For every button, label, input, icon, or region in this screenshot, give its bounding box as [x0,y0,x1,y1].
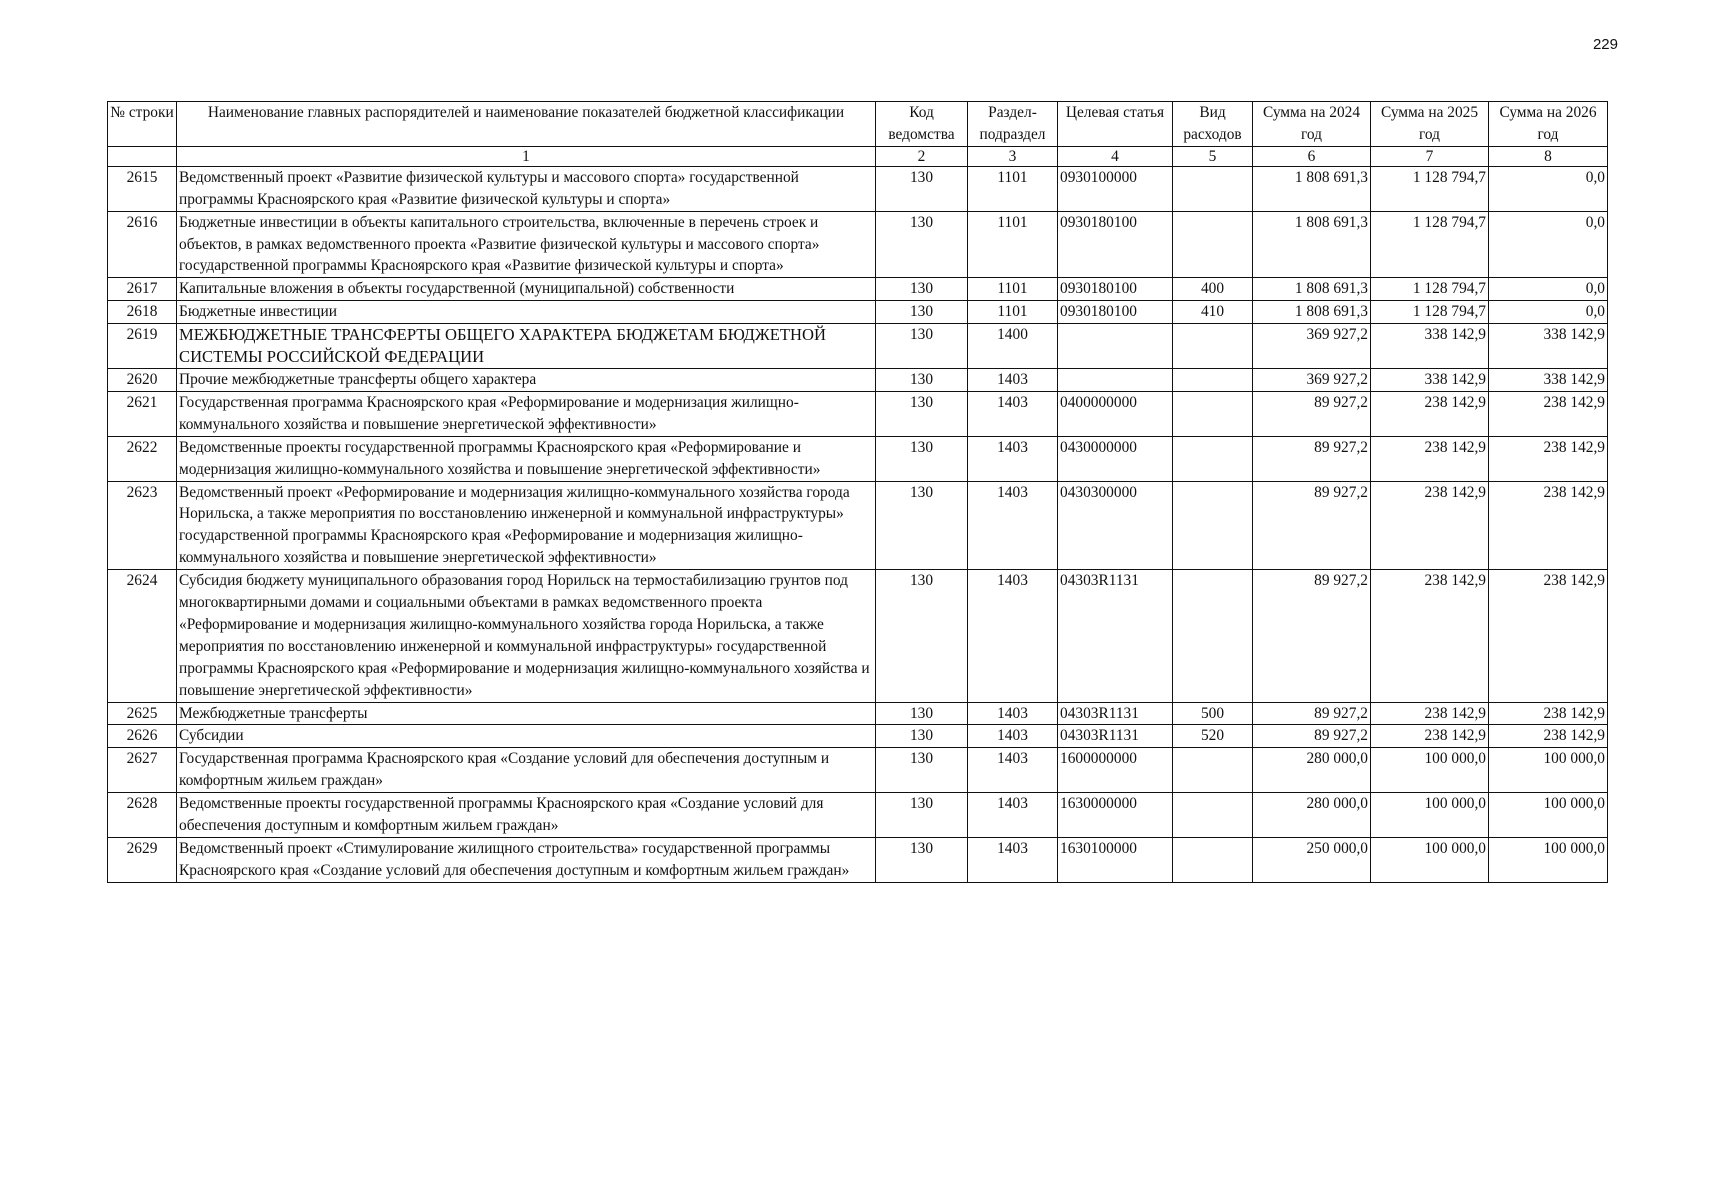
sum-2026-cell: 100 000,0 [1489,838,1608,883]
name-cell: МЕЖБЮДЖЕТНЫЕ ТРАНСФЕРТЫ ОБЩЕГО ХАРАКТЕРА БЮДЖЕТАМ БЮДЖЕТНОЙ СИСТЕМЫ РОССИЙСКОЙ ФЕДЕРАЦИИ [177,324,876,369]
sum-2025-cell: 1 128 794,7 [1371,278,1489,301]
sum-2026-cell: 100 000,0 [1489,793,1608,838]
row-number-cell: 2620 [108,368,177,391]
department-code-cell: 130 [876,725,968,748]
header-cell: Сумма на 2026 год [1489,102,1608,147]
sum-2026-cell: 238 142,9 [1489,391,1608,436]
sum-2026-cell: 0,0 [1489,278,1608,301]
department-code-cell: 130 [876,702,968,725]
sum-2025-cell: 238 142,9 [1371,391,1489,436]
sum-2026-cell: 238 142,9 [1489,702,1608,725]
department-code-cell: 130 [876,793,968,838]
section-cell: 1403 [968,368,1058,391]
section-cell: 1101 [968,166,1058,211]
department-code-cell: 130 [876,436,968,481]
section-cell: 1403 [968,838,1058,883]
department-code-cell: 130 [876,838,968,883]
department-code-cell: 130 [876,211,968,278]
sum-2026-cell: 238 142,9 [1489,436,1608,481]
sum-2025-cell: 238 142,9 [1371,725,1489,748]
sum-2025-cell: 100 000,0 [1371,748,1489,793]
expense-type-cell [1173,391,1253,436]
sum-2025-cell: 238 142,9 [1371,481,1489,570]
sum-2024-cell: 89 927,2 [1253,481,1371,570]
sum-2024-cell: 280 000,0 [1253,793,1371,838]
expense-type-cell [1173,211,1253,278]
department-code-cell: 130 [876,166,968,211]
sum-2026-cell: 0,0 [1489,211,1608,278]
name-cell: Государственная программа Красноярского края «Реформирование и модернизация жилищно-коммунального хозяйства и повышение энергетической эффективности» [177,391,876,436]
section-cell: 1403 [968,702,1058,725]
target-article-cell: 0400000000 [1058,391,1173,436]
row-number-cell: 2629 [108,838,177,883]
sum-2024-cell: 89 927,2 [1253,570,1371,702]
name-cell: Ведомственный проект «Стимулирование жилищного строительства» государственной программы Красноярского края «Создание условий для обеспечения доступным и комфортным жильем граждан» [177,838,876,883]
department-code-cell: 130 [876,278,968,301]
row-number-cell: 2627 [108,748,177,793]
sum-2025-cell: 1 128 794,7 [1371,166,1489,211]
table-body [108,166,1608,882]
target-article-cell [1058,324,1173,369]
header-cell: Код ведомства [876,102,968,147]
sum-2024-cell: 369 927,2 [1253,368,1371,391]
header-cell: Вид расходов [1173,102,1253,147]
sum-2025-cell: 238 142,9 [1371,436,1489,481]
row-number-cell: 2615 [108,166,177,211]
sum-2025-cell: 1 128 794,7 [1371,211,1489,278]
expense-type-cell [1173,166,1253,211]
expense-type-cell [1173,324,1253,369]
table-row [108,166,1608,211]
column-number-cell: 7 [1371,146,1489,166]
sum-2024-cell: 1 808 691,3 [1253,166,1371,211]
column-number-cell: 8 [1489,146,1608,166]
sum-2025-cell: 100 000,0 [1371,838,1489,883]
expense-type-cell [1173,368,1253,391]
name-cell: Ведомственный проект «Развитие физической культуры и массового спорта» государственной программы Красноярского края «Развитие физической культуры и спорта» [177,166,876,211]
sum-2025-cell: 100 000,0 [1371,793,1489,838]
section-cell: 1403 [968,725,1058,748]
section-cell: 1403 [968,748,1058,793]
name-cell: Государственная программа Красноярского края «Создание условий для обеспечения доступным и комфортным жильем граждан» [177,748,876,793]
target-article-cell: 04303R1131 [1058,725,1173,748]
expense-type-cell [1173,838,1253,883]
target-article-cell: 0930180100 [1058,301,1173,324]
table-row [108,793,1608,838]
column-number-cell: 2 [876,146,968,166]
target-article-cell: 0430000000 [1058,436,1173,481]
expense-type-cell [1173,570,1253,702]
expense-type-cell [1173,436,1253,481]
row-number-cell: 2618 [108,301,177,324]
section-cell: 1403 [968,570,1058,702]
table-row [108,838,1608,883]
sum-2026-cell: 238 142,9 [1489,481,1608,570]
sum-2024-cell: 89 927,2 [1253,725,1371,748]
header-cell: Сумма на 2025 год [1371,102,1489,147]
sum-2024-cell: 1 808 691,3 [1253,211,1371,278]
row-number-cell: 2626 [108,725,177,748]
expense-type-cell: 400 [1173,278,1253,301]
sum-2025-cell: 238 142,9 [1371,702,1489,725]
table-row [108,211,1608,278]
name-cell: Бюджетные инвестиции в объекты капитального строительства, включенные в перечень строек и объектов, в рамках ведомственного проекта «Развитие физической культуры и массового спорта» государственной программы Красноярского края «Развитие физической культуры и спорта» [177,211,876,278]
target-article-cell: 0430300000 [1058,481,1173,570]
row-number-cell: 2624 [108,570,177,702]
row-number-cell: 2622 [108,436,177,481]
sum-2026-cell: 238 142,9 [1489,725,1608,748]
header-cell: Целевая статья [1058,102,1173,147]
sum-2025-cell: 1 128 794,7 [1371,301,1489,324]
expense-type-cell: 410 [1173,301,1253,324]
sum-2024-cell: 280 000,0 [1253,748,1371,793]
name-cell: Ведомственный проект «Реформирование и модернизация жилищно-коммунального хозяйства города Норильска, а также мероприятия по восстановлению инженерной и коммунальной инфраструктуры» государственной программы Красноярского края «Реформирование и модернизация жилищно-коммунального хозяйства и повышение энергетической эффективности» [177,481,876,570]
column-number-cell: 3 [968,146,1058,166]
row-number-cell: 2628 [108,793,177,838]
sum-2026-cell: 238 142,9 [1489,570,1608,702]
target-article-cell: 0930180100 [1058,278,1173,301]
section-cell: 1403 [968,793,1058,838]
sum-2026-cell: 0,0 [1489,166,1608,211]
target-article-cell [1058,368,1173,391]
budget-table [107,101,1608,883]
sum-2025-cell: 338 142,9 [1371,324,1489,369]
section-cell: 1101 [968,211,1058,278]
header-cell: Раздел-подраздел [968,102,1058,147]
expense-type-cell: 500 [1173,702,1253,725]
expense-type-cell [1173,748,1253,793]
sum-2025-cell: 338 142,9 [1371,368,1489,391]
column-number-cell: 6 [1253,146,1371,166]
column-number-cell: 5 [1173,146,1253,166]
target-article-cell: 0930180100 [1058,211,1173,278]
column-number-row [108,146,1608,166]
department-code-cell: 130 [876,391,968,436]
sum-2026-cell: 100 000,0 [1489,748,1608,793]
table-row [108,324,1608,369]
table-row [108,702,1608,725]
sum-2026-cell: 338 142,9 [1489,324,1608,369]
sum-2024-cell: 369 927,2 [1253,324,1371,369]
name-cell: Межбюджетные трансферты [177,702,876,725]
header-row [108,102,1608,147]
sum-2024-cell: 89 927,2 [1253,436,1371,481]
target-article-cell: 04303R1131 [1058,702,1173,725]
expense-type-cell: 520 [1173,725,1253,748]
sum-2026-cell: 338 142,9 [1489,368,1608,391]
row-number-cell: 2619 [108,324,177,369]
table-row [108,748,1608,793]
target-article-cell: 0930100000 [1058,166,1173,211]
expense-type-cell [1173,481,1253,570]
target-article-cell: 04303R1131 [1058,570,1173,702]
name-cell: Бюджетные инвестиции [177,301,876,324]
department-code-cell: 130 [876,481,968,570]
column-number-cell: 1 [177,146,876,166]
header-cell: Наименование главных распорядителей и наименование показателей бюджетной классификации [177,102,876,147]
row-number-cell: 2616 [108,211,177,278]
section-cell: 1403 [968,391,1058,436]
row-number-cell: 2625 [108,702,177,725]
section-cell: 1403 [968,481,1058,570]
table-row [108,368,1608,391]
department-code-cell: 130 [876,570,968,702]
sum-2024-cell: 250 000,0 [1253,838,1371,883]
column-number-cell [108,146,177,166]
department-code-cell: 130 [876,324,968,369]
column-number-cell: 4 [1058,146,1173,166]
department-code-cell: 130 [876,748,968,793]
section-cell: 1403 [968,436,1058,481]
sum-2025-cell: 238 142,9 [1371,570,1489,702]
name-cell: Субсидия бюджету муниципального образования город Норильск на термостабилизацию грунтов под многоквартирными домами и социальными объектами в рамках ведомственного проекта «Реформирование и модернизация жилищно-коммунального хозяйства города Норильска, а также мероприятия по восстановлению инженерной и коммунальной инфраструктуры» государственной программы Красноярского края «Реформирование и модернизация жилищно-коммунального хозяйства и повышение энергетической эффективности» [177,570,876,702]
table-row [108,301,1608,324]
section-cell: 1400 [968,324,1058,369]
target-article-cell: 1600000000 [1058,748,1173,793]
name-cell: Прочие межбюджетные трансферты общего характера [177,368,876,391]
row-number-cell: 2621 [108,391,177,436]
expense-type-cell [1173,793,1253,838]
sum-2024-cell: 89 927,2 [1253,391,1371,436]
page-number: 229 [1592,36,1618,53]
sum-2024-cell: 89 927,2 [1253,702,1371,725]
department-code-cell: 130 [876,301,968,324]
table-row [108,725,1608,748]
name-cell: Субсидии [177,725,876,748]
table-row [108,481,1608,570]
target-article-cell: 1630100000 [1058,838,1173,883]
table-row [108,278,1608,301]
sum-2024-cell: 1 808 691,3 [1253,278,1371,301]
section-cell: 1101 [968,301,1058,324]
name-cell: Ведомственные проекты государственной программы Красноярского края «Реформирование и модернизация жилищно-коммунального хозяйства и повышение энергетической эффективности» [177,436,876,481]
table-row [108,391,1608,436]
target-article-cell: 1630000000 [1058,793,1173,838]
row-number-cell: 2617 [108,278,177,301]
sum-2026-cell: 0,0 [1489,301,1608,324]
header-cell: Сумма на 2024 год [1253,102,1371,147]
header-cell: № строки [108,102,177,147]
name-cell: Капитальные вложения в объекты государственной (муниципальной) собственности [177,278,876,301]
section-cell: 1101 [968,278,1058,301]
table-row [108,570,1608,702]
row-number-cell: 2623 [108,481,177,570]
sum-2024-cell: 1 808 691,3 [1253,301,1371,324]
name-cell: Ведомственные проекты государственной программы Красноярского края «Создание условий для обеспечения доступным и комфортным жильем граждан» [177,793,876,838]
department-code-cell: 130 [876,368,968,391]
table-row [108,436,1608,481]
